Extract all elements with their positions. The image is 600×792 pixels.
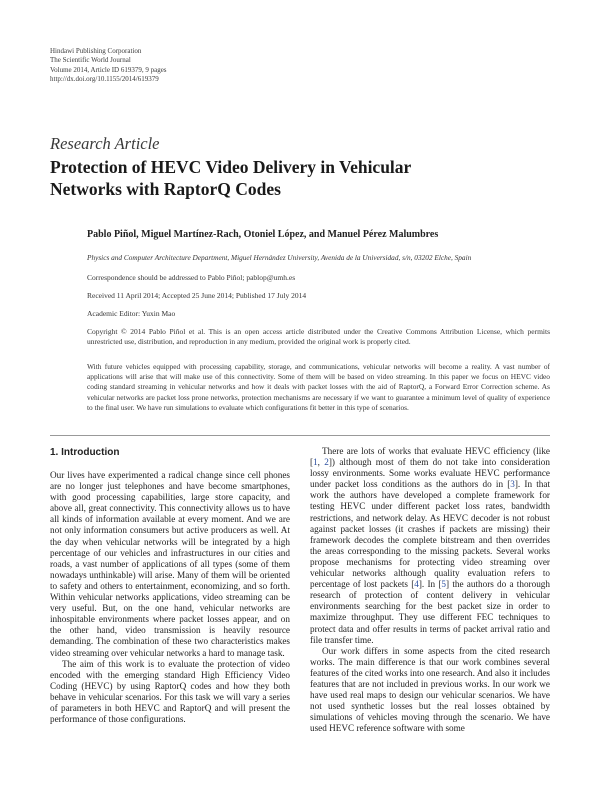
text-run: ]. In that work the authors have developed a complete framework for testing HEVC under different packet loss rates, bandwidth restrictions, and network delay. As HEVC decoder is not robust against packet losses (it crashes if packets are missing) their framework decodes the complete bitstream and then overrides the areas corresponding to the missing packets. Several works propose mechanisms for protecting video streaming over vehicular networks although quality evaluation refers to percentage of lost packets [ bbox=[310, 479, 550, 590]
text-run: There are lots of works that evaluate HEVC efficiency (like [ bbox=[310, 446, 550, 468]
journal-masthead bbox=[50, 47, 167, 84]
text-run: ] the authors do a thorough research of protection of content delivery in vehicular environments searching for the best packet size in order to maximize throughput. They use different FEC techniques to protect data and offer results in terms of packet arrival ratio and file transfer time. bbox=[310, 579, 550, 645]
text-run: , bbox=[317, 457, 325, 468]
academic-editor: Academic Editor: Yuxin Mao bbox=[87, 309, 176, 318]
affiliation: Physics and Computer Architecture Department, Miguel Hernández University, Avenida de la Universidad, s/n, 03202 Elche, Spain bbox=[87, 253, 472, 262]
related-work-paragraph bbox=[310, 446, 550, 646]
section-divider bbox=[50, 435, 550, 436]
copyright-notice: Copyright © 2014 Pablo Piñol et al. This is an open access article distributed under the Creative Commons Attribution License, which permits unrestricted use, distribution, and reproduction in any medium, provided the original work is properly cited. bbox=[87, 327, 550, 347]
doi-link[interactable]: http://dx.doi.org/10.1155/2014/619379 bbox=[50, 74, 159, 83]
title-line-2: Networks with RaptorQ Codes bbox=[50, 178, 281, 199]
publication-dates: Received 11 April 2014; Accepted 25 June 2014; Published 17 July 2014 bbox=[87, 291, 307, 300]
citation-link-5[interactable]: 5 bbox=[441, 579, 447, 590]
correspondence-note: Correspondence should be addressed to Pablo Piñol; pablop@umh.es bbox=[87, 273, 296, 282]
right-column bbox=[310, 446, 550, 734]
title-line-1: Protection of HEVC Video Delivery in Vehicular bbox=[50, 157, 412, 177]
journal-name: The Scientific World Journal bbox=[50, 56, 131, 65]
citation-link-2[interactable]: 2 bbox=[324, 457, 329, 468]
intro-paragraph-1: Our lives have experimented a radical change since cell phones are no longer just telephones and have become smartphones, with good processing capabilities, large store capacity, and above all, great connectivity. This connectivity allows us to have all kinds of information available at every moment. And we are not only information consumers but active producers as well. At the day when vehicular networks will be integrated by a high percentage of our vehicles and infrastructures in our cities and roads, a vast number of applications of all types (some of them nowadays unthinkable) will arise. Many of them will be oriented to safety and others to entertainment, economizing, and so forth. Within vehicular networks applications, video streaming can be very useful. But, on the one hand, vehicular networks are inhospitable environments where packet losses appear, and on the other hand, video transmission is heavily resource demanding. The combination of these two characteristics makes video streaming over vehicular networks a hard to manage task. bbox=[50, 470, 290, 658]
article-type: Research Article bbox=[50, 134, 160, 153]
abstract: With future vehicles equipped with processing capability, storage, and communications, vehicular networks will become a reality. A vast number of applications will arise that will make use of this connectivity. Some of them will be based on video streaming. In this paper we focus on HEVC video coding standard streaming in vehicular networks and how it deals with packet losses with the aid of RaptorQ, a Forward Error Correction scheme. As vehicular networks are packet loss prone networks, protection mechanisms are necessary if we want to guarantee a minimum level of quality of experience to the final user. We have run simulations to evaluate which configurations fit better in this type of scenarios. bbox=[87, 362, 550, 412]
citation-link-4[interactable]: 4 bbox=[414, 579, 419, 590]
publisher-name: Hindawi Publishing Corporation bbox=[50, 47, 142, 55]
section-heading: 1. Introduction bbox=[50, 447, 120, 458]
text-run: ]. In [ bbox=[418, 579, 442, 590]
contribution-paragraph: Our work differs in some aspects from the cited research works. The main difference is that our work combines several features of the cited works into one research. And also it includes features that are not included in previous works. In our work we have used real maps to design our vehicular scenarios. We have not used synthetic losses but the real losses obtained by simulations of vehicles moving through the scenario. We have used HEVC reference software with some bbox=[310, 645, 550, 734]
citation-link-3[interactable]: 3 bbox=[510, 479, 515, 490]
citation-link-1[interactable]: 1 bbox=[313, 457, 318, 468]
intro-paragraph-2: The aim of this work is to evaluate the protection of video encoded with the emerging standard High Efficiency Video Coding (HEVC) by using RaptorQ codes and how they both behave in vehicular scenarios. For this task we will vary a series of parameters in both HEVC and RaptorQ and will present the performance of those configurations. bbox=[50, 658, 290, 725]
author-list: Pablo Piñol, Miguel Martínez-Rach, Otoniel López, and Manuel Pérez Malumbres bbox=[87, 229, 439, 240]
volume-info: Volume 2014, Article ID 619379, 9 pages bbox=[50, 65, 167, 74]
text-run: ]) although most of them do not take into consideration lossy environments. Some works evaluate HEVC performance under packet loss conditions as the authors do in [ bbox=[310, 457, 550, 490]
article-title bbox=[50, 157, 411, 200]
left-column bbox=[50, 446, 290, 725]
